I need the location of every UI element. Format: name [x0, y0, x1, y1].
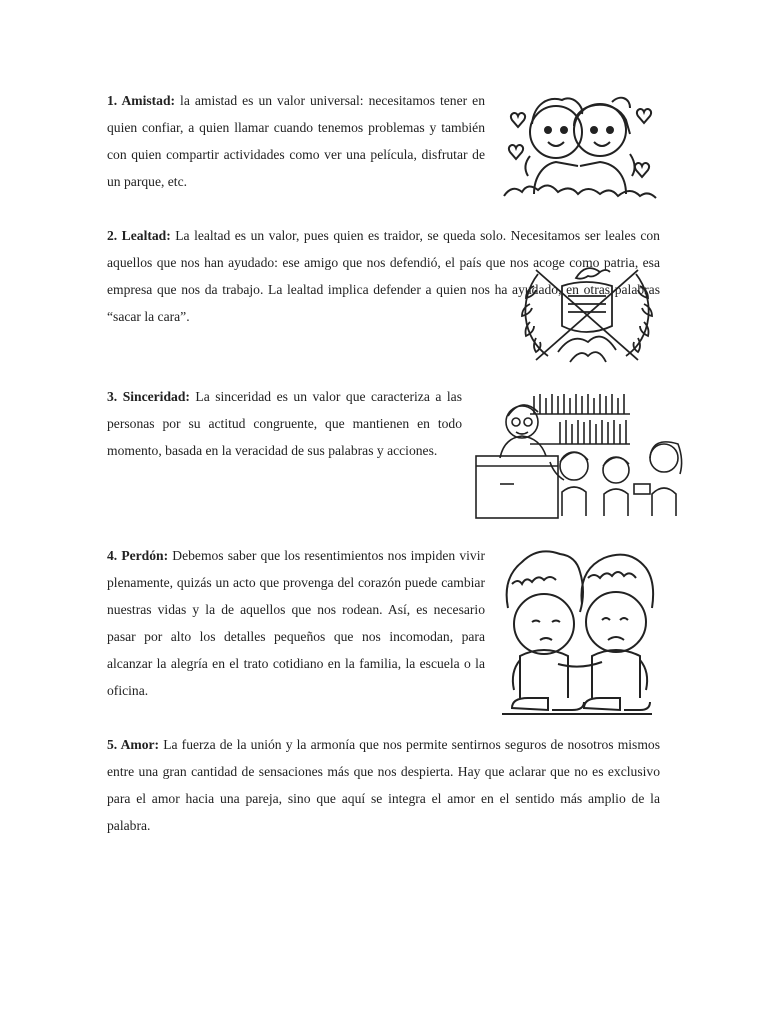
section-text: Debemos saber que los resentimientos nos impiden vivir plenamente, quizás un acto que provenga del corazón puede cambiar nuestras vidas y la de aquellos que nos rodean. Así, es necesario pasar por alto los detalles pequeños que nos incomodan, para alcanzar la alegría en el trato cotidiano en la familia, la escuela o la oficina.: [107, 548, 485, 698]
section-text: La fuerza de la unión y la armonía que nos permite sentirnos seguros de nosotros mismos entre una gran cantidad de sensaciones más que nos despierta. Hay que aclarar que no es exclusivo para el amor hacia una pareja, sino que aquí se integra el amor en el sentido más amplio de la palabra.: [107, 737, 661, 833]
section-heading: 5. Amor:: [107, 737, 160, 752]
section-heading: 2. Lealtad:: [107, 228, 171, 243]
two-boys-illustration: [498, 548, 656, 720]
section-text: La lealtad es un valor, pues quien es traidor, se queda solo. Necesitamos ser leales con aquellos que nos han ayudado: ese amigo que nos defendió, el país que nos acoge como patria, esa empresa que nos da trabajo. La lealtad implica defender a quien nos ha ayudado, en otras palabras “sacar la cara”.: [107, 228, 660, 324]
national-emblem-illustration: [514, 256, 660, 370]
section-heading: 4. Perdón:: [107, 548, 169, 563]
section-heading: 3. Sinceridad:: [107, 389, 190, 404]
section-sinceridad: [107, 383, 462, 464]
library-children-illustration: [470, 388, 696, 522]
section-amor: [107, 731, 660, 839]
section-amistad: [107, 87, 485, 195]
section-text: la amistad es un valor universal: necesitamos tener en quien confiar, a quien llamar cuando tenemos problemas y también con quien compartir actividades como ver una película, disfrutar de un parque, etc.: [107, 93, 485, 189]
section-text: La sinceridad es un valor que caracteriza a las personas por su actitud congruente, que mantienen en todo momento, basada en la veracidad de sus palabras y acciones.: [107, 389, 462, 458]
hugging-friends-illustration: [500, 86, 660, 202]
section-heading: 1. Amistad:: [107, 93, 176, 108]
section-perdon: [107, 542, 485, 704]
